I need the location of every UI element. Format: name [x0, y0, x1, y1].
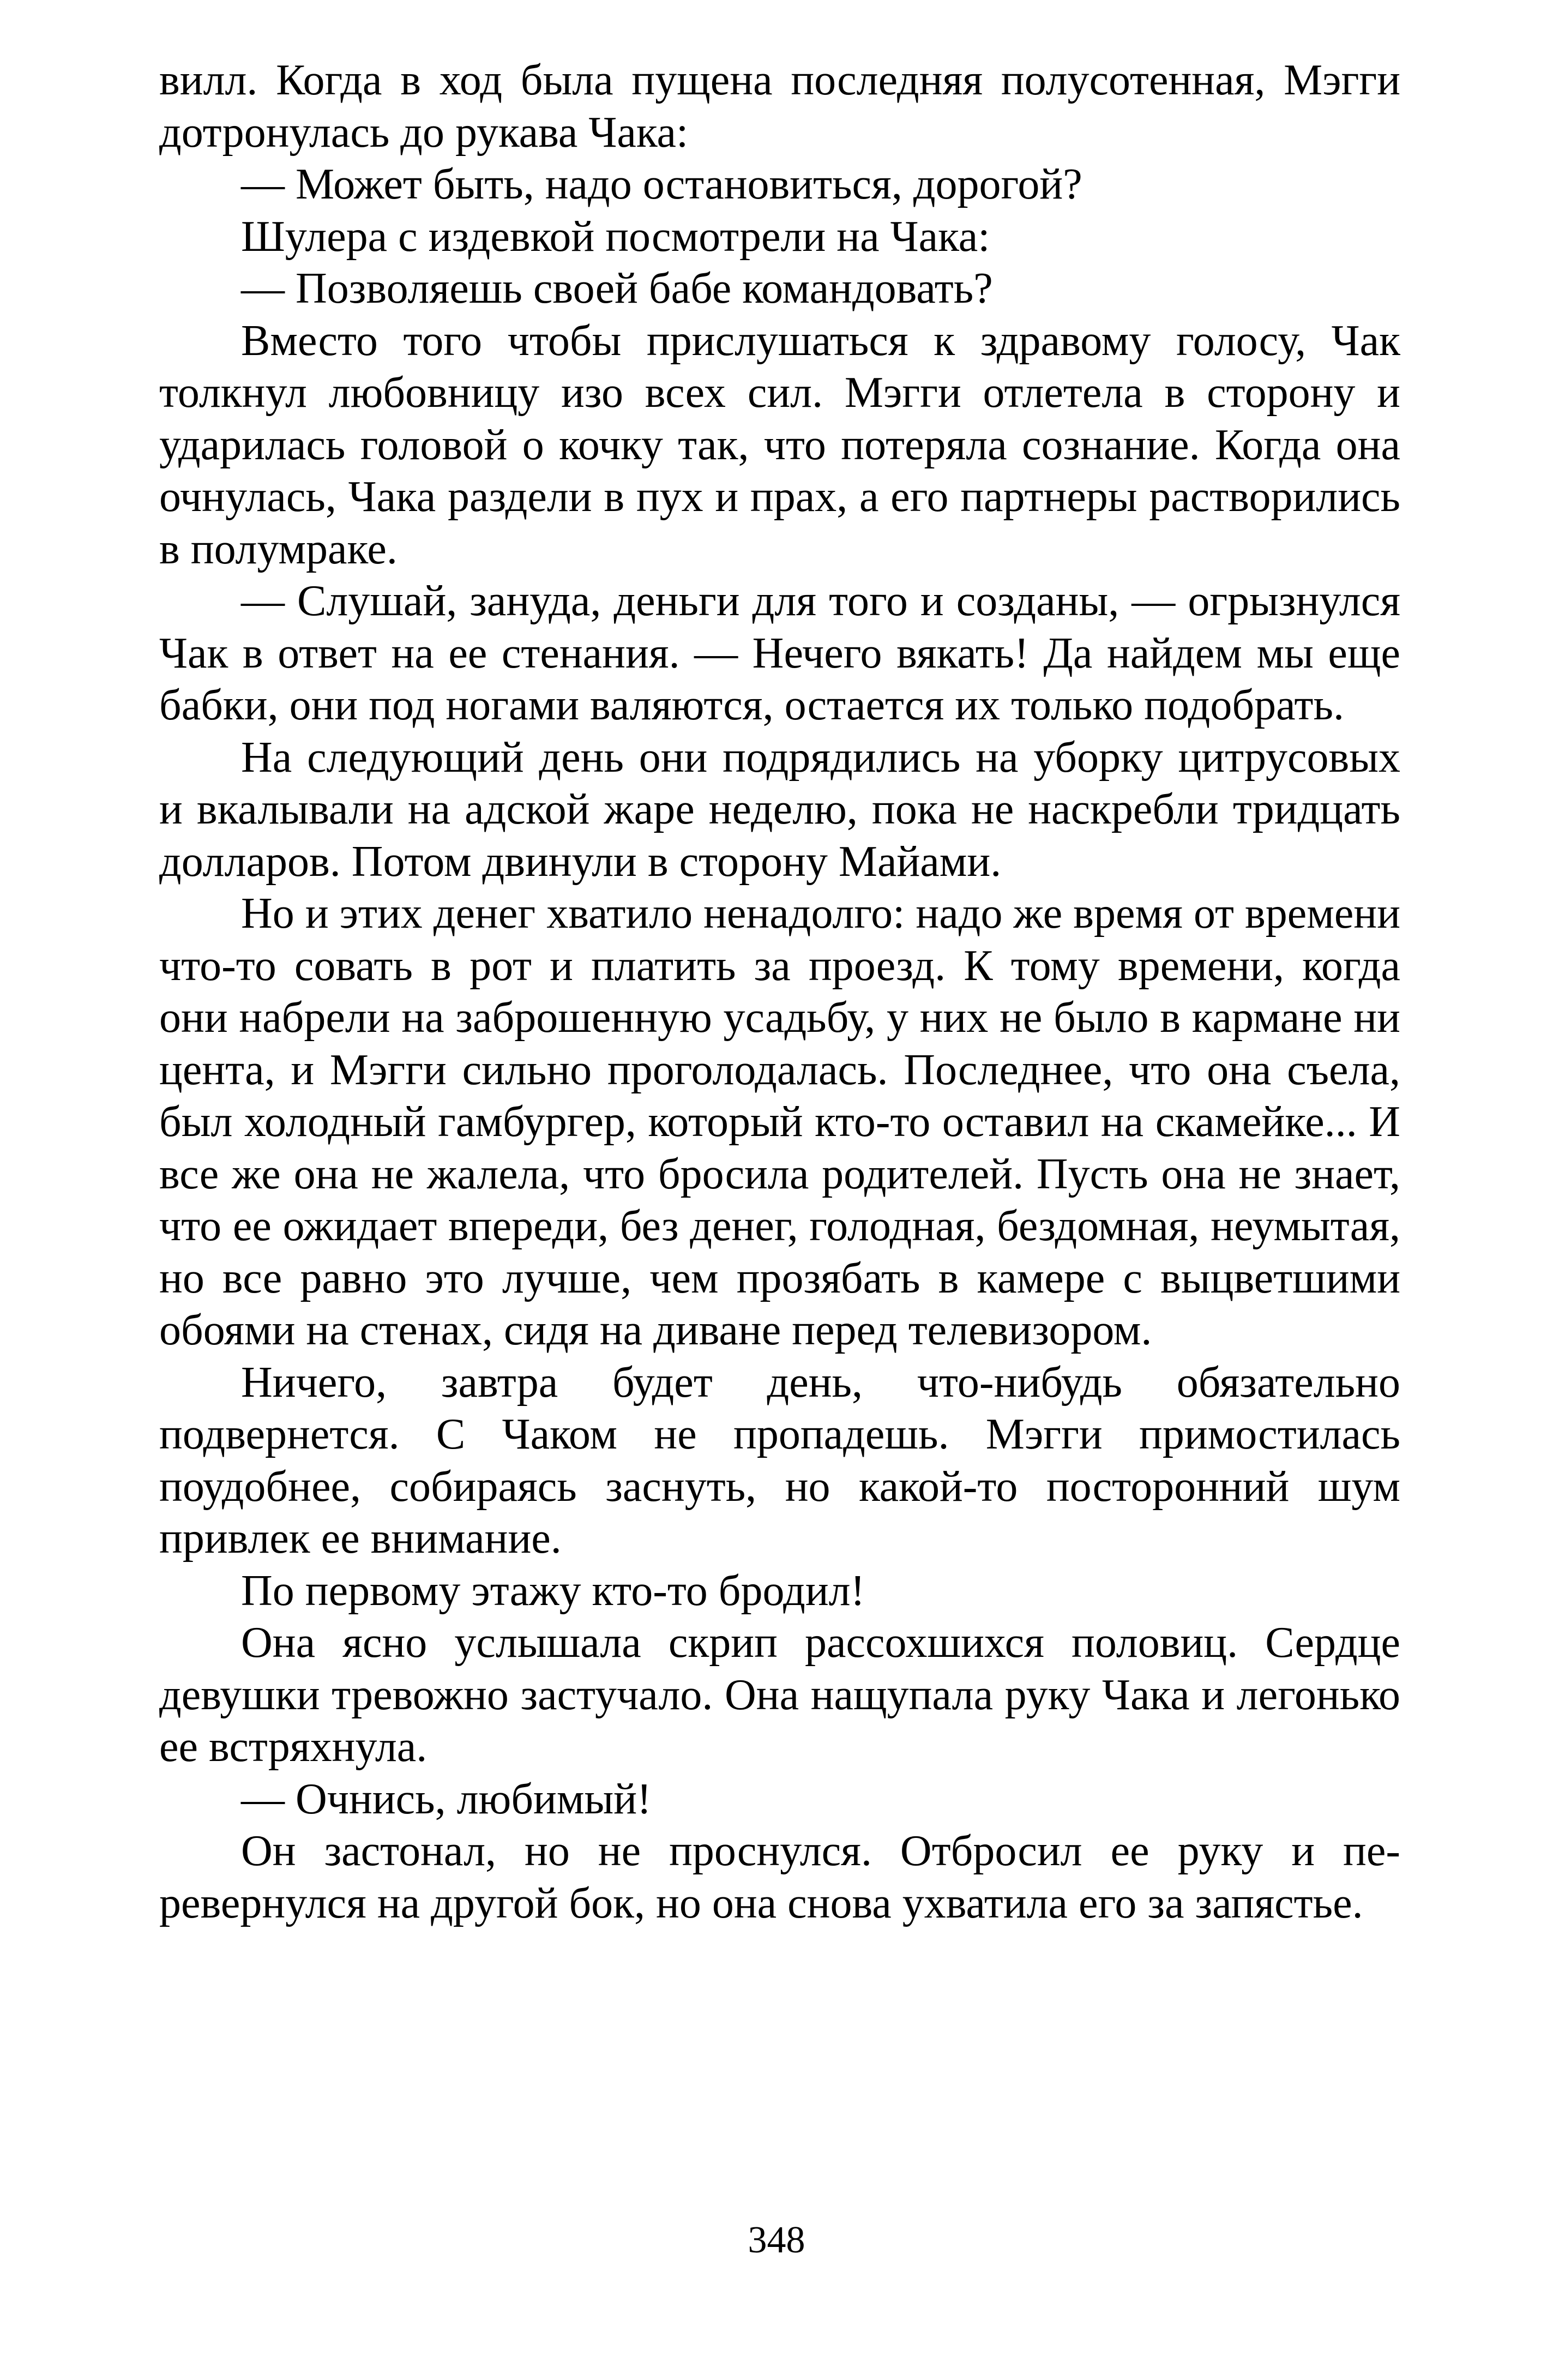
paragraph: — Позволяешь своей бабе командовать? [241, 265, 993, 312]
paragraph: вилл. Когда в ход была пущена последняя полусотенная, Мэгги дотронулась до рукава Чака: [159, 56, 1400, 157]
paragraph: Он застонал, но не проснулся. Отбросил ее руку и перевернулся на другой бок, но она снова ухватила его за запястье. [159, 1827, 1400, 1927]
paragraph: Но и этих денег хватило ненадолго: надо же время от времени что-то совать в рот и платить за проезд. К тому времени, когда они набрели на заброшенную усадьбу, у них не было в кармане ни цента, и Мэгги сильно проголодалась. Последнее, что она съела, был холодный гамбургер, который кто-то оставил на скамейке... И все же она не жалела, что бросила родителей. Пусть она не знает, что ее ожидает впереди, без денег, голодная, бездомная, неумытая, но все равно это лучше, чем прозябать в камере с выцветшими обоями на стенах, сидя на диване перед телевизором. [159, 890, 1400, 1354]
paragraph: Она ясно услышала скрип рассохшихся половиц. Сердце девушки тревожно застучало. Она нащупала руку Чака и легонько ее встряхнула. [159, 1619, 1400, 1771]
paragraph: — Может быть, надо остановиться, дорогой? [241, 160, 1082, 208]
paragraph: — Очнись, любимый! [241, 1775, 652, 1823]
paragraph: Ничего, завтра будет день, что-нибудь обязательно подвернется. С Чаком не пропадешь. Мэгги примостилась поудобнее, собираясь заснуть, но какой-то посторонний шум привлек ее внимание. [159, 1358, 1400, 1562]
paragraph: По первому этажу кто-то бродил! [241, 1566, 865, 1615]
paragraph: Вместо того чтобы прислушаться к здравому голосу, Чак толкнул любовницу изо всех сил. Мэгги отлетела в сторону и ударилась головой о кочку так, что потеряла сознание. Когда она очнулась, Чака раздели в пух и прах, а его партнеры растворились в полумраке. [159, 316, 1400, 573]
body-text [159, 55, 1400, 1930]
paragraph: Шулера с издевкой посмотрели на Чака: [241, 212, 990, 261]
paragraph: — Слушай, зануда, деньги для того и созданы, — огрызнулся Чак в ответ на ее стенания. — Нечего вякать! Да найдем мы еще бабки, они под ногами валяются, остается их только подобрать. [159, 577, 1400, 729]
paragraph: На следующий день они подрядились на уборку цитрусовых и вкалывали на адской жаре неделю, пока не наскребли тридцать долларов. Потом двинули в сторону Майами. [159, 733, 1400, 886]
page-number: 348 [748, 2219, 805, 2261]
